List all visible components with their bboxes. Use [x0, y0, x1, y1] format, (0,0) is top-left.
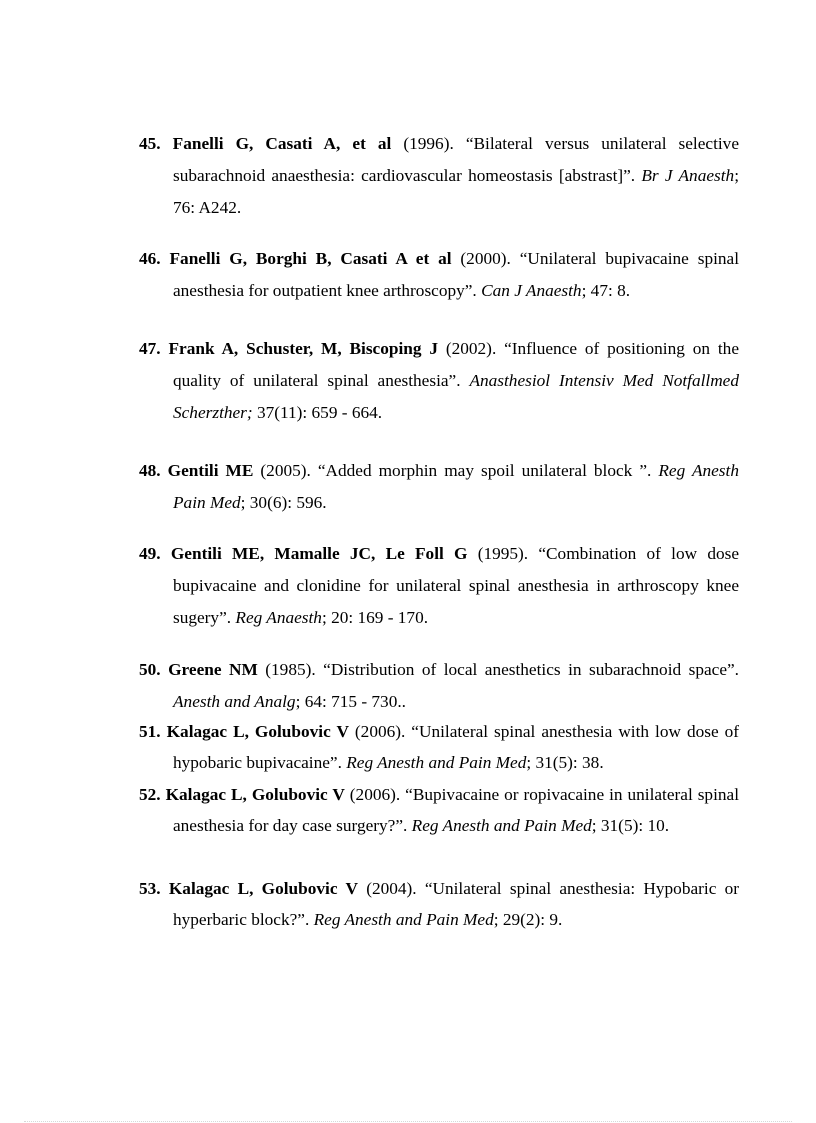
reference-46	[139, 243, 739, 307]
reference-45	[139, 128, 739, 224]
reference-authors: Gentili ME	[167, 461, 254, 480]
reference-number: 46.	[139, 249, 161, 268]
reference-authors: Frank A, Schuster, M, Biscoping J	[168, 339, 439, 358]
reference-volume: ; 31(5): 10.	[591, 816, 670, 835]
reference-journal: Anasthesiol Intensiv Med Notfallmed Scherzther;	[173, 371, 739, 422]
reference-number: 45.	[139, 134, 161, 153]
reference-authors: Gentili ME, Mamalle JC, Le Foll G	[170, 544, 468, 563]
reference-authors: Fanelli G, Borghi B, Casati A et al	[169, 249, 452, 268]
reference-volume: 37(11): 659 - 664.	[252, 403, 383, 422]
reference-51	[139, 716, 739, 778]
reference-48	[139, 455, 739, 519]
reference-journal: Reg Anesth and Pain Med	[313, 910, 494, 929]
reference-journal: Anesth and Analg	[173, 692, 296, 711]
reference-number: 47.	[139, 339, 161, 358]
reference-50	[139, 654, 739, 718]
reference-authors: Kalagac L, Golubovic V	[166, 722, 349, 741]
reference-volume: ; 47: 8.	[581, 281, 631, 300]
reference-title: (2000). “Unilateral bupivacaine spinal anesthesia for outpatient knee arthroscopy”.	[173, 249, 739, 300]
reference-volume: ; 64: 715 - 730..	[295, 692, 406, 711]
reference-title: (2006). “Bupivacaine or ropivacaine in unilateral spinal anesthesia for day case surgery?”.	[173, 785, 739, 835]
reference-47	[139, 333, 739, 429]
reference-number: 51.	[139, 722, 161, 741]
reference-volume: ; 30(6): 596.	[240, 493, 327, 512]
reference-49	[139, 538, 739, 634]
reference-volume: ; 31(5): 38.	[526, 753, 604, 772]
reference-volume: ; 76: A242.	[173, 166, 739, 217]
reference-journal: Reg Anesth and Pain Med	[411, 816, 592, 835]
reference-53	[139, 873, 739, 935]
reference-title: (2004). “Unilateral spinal anesthesia: Hypobaric or hyperbaric block?”.	[173, 879, 739, 929]
reference-52	[139, 779, 739, 841]
reference-title: (1996). “Bilateral versus unilateral selective subarachnoid anaesthesia: cardiovascular homeostasis [abstrast]”.	[173, 134, 739, 185]
page-bottom-divider	[24, 1121, 792, 1122]
reference-authors: Greene NM	[168, 660, 258, 679]
reference-title: (2006). “Unilateral spinal anesthesia with low dose of hypobaric bupivacaine”.	[173, 722, 740, 772]
reference-journal: Reg Anesth and Pain Med	[346, 753, 527, 772]
reference-journal: Can J Anaesth	[481, 281, 582, 300]
reference-number: 50.	[139, 660, 161, 679]
reference-number: 52.	[139, 785, 161, 804]
reference-number: 48.	[139, 461, 161, 480]
reference-title: (2002). “Influence of positioning on the quality of unilateral spinal anesthesia”.	[173, 339, 739, 390]
reference-title: (1995). “Combination of low dose bupivacaine and clonidine for unilateral spinal anesthesia in arthroscopy knee sugery”.	[173, 544, 739, 627]
reference-title: (1985). “Distribution of local anesthetics in subarachnoid space”.	[257, 660, 739, 679]
reference-journal: Reg Anesth Pain Med	[173, 461, 739, 512]
reference-title: (2005). “Added morphin may spoil unilateral block ”.	[253, 461, 659, 480]
reference-authors: Kalagac L, Golubovic V	[168, 879, 358, 898]
reference-volume: ; 20: 169 - 170.	[321, 608, 429, 627]
reference-authors: Kalagac L, Golubovic V	[165, 785, 345, 804]
reference-journal: Reg Anaesth	[235, 608, 322, 627]
reference-journal: Br J Anaesth	[641, 166, 735, 185]
reference-number: 49.	[139, 544, 161, 563]
reference-number: 53.	[139, 879, 161, 898]
reference-authors: Fanelli G, Casati A, et al	[172, 134, 392, 153]
reference-volume: ; 29(2): 9.	[493, 910, 563, 929]
